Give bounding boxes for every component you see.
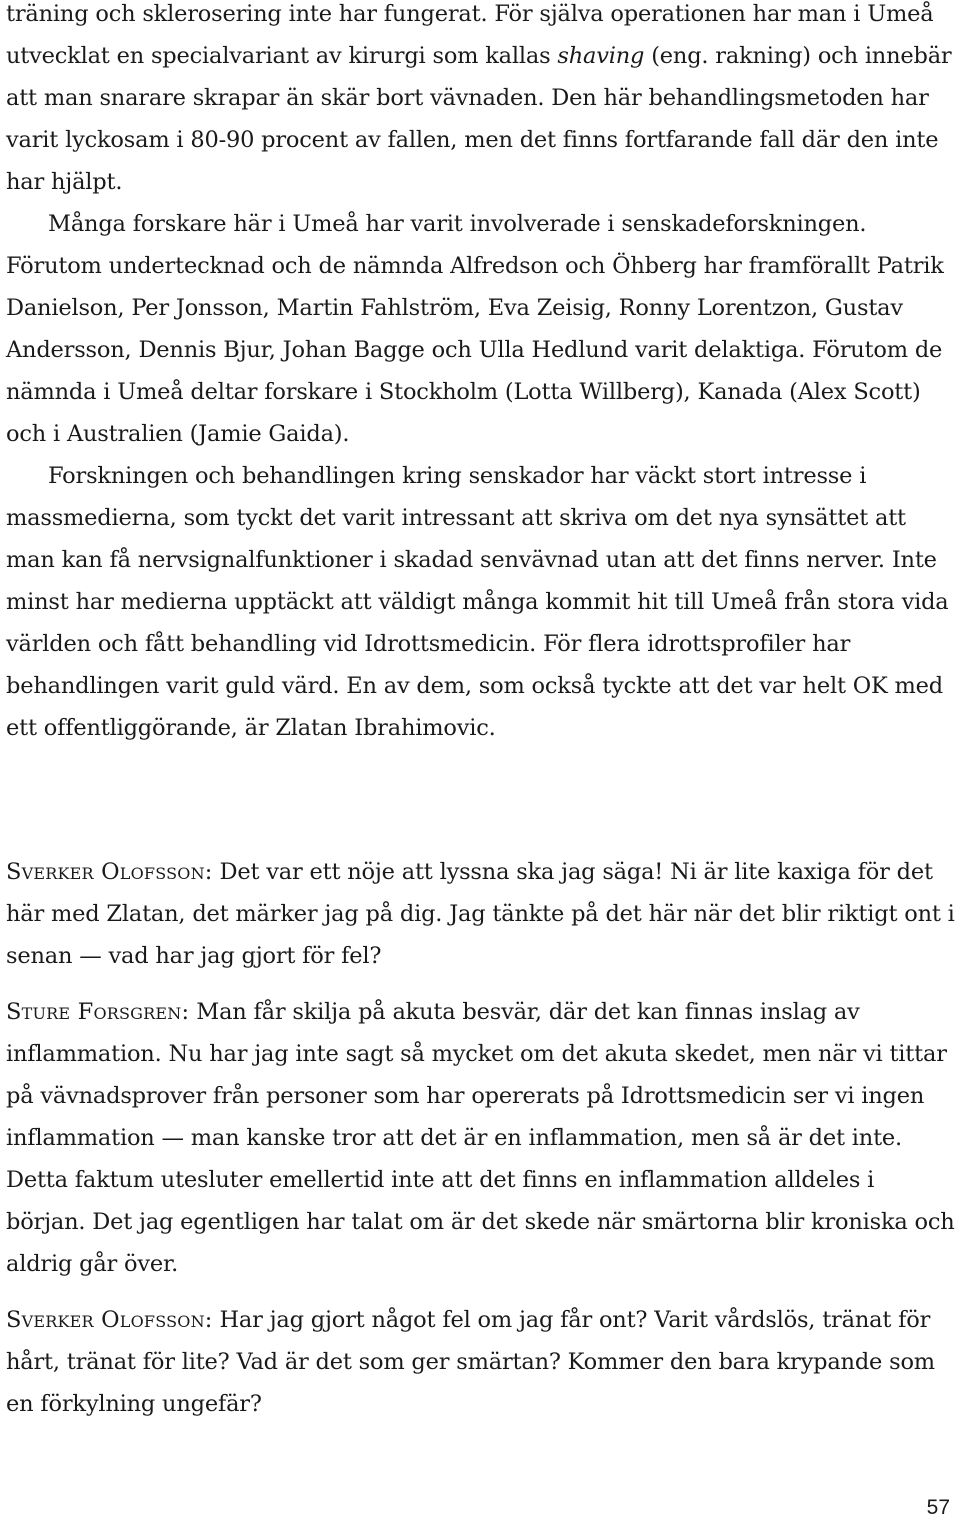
paragraph-1-text-b: (eng. rakning) och innebär att man snarare skrapar än skär bort vävnaden. Den här behandlingsmetoden har varit lyckosam i 80-90 procent av fallen, men det finns fortfarande fall där den inte har hjälpt. [6, 43, 952, 195]
document-page [6, 0, 956, 1526]
paragraph-1-text-a: träning och sklerosering inte har fungerat. För själva operationen har man i Umeå utvecklat en specialvariant av kirurgi som kallas [6, 1, 934, 69]
speaker-name: Sverker Olofsson: [6, 1307, 213, 1333]
speaker-name: Sture Forsgren: [6, 999, 190, 1025]
paragraph-2: Många forskare här i Umeå har varit involverade i senskadeforskningen. Förutom undertecknad och de nämnda Alfredson och Öhberg har framförallt Patrik Danielson, Per Jonsson, Martin Fahlström, Eva Zeisig, Ronny Lorentzon, Gustav Andersson, Dennis Bjur, Johan Bagge och Ulla Hedlund varit delaktiga. Förutom de nämnda i Umeå deltar forskare i Stockholm (Lotta Willberg), Kanada (Alex Scott) och i Australien (Jamie Gaida). [6, 211, 944, 447]
body-text [6, 0, 956, 749]
speech-text: Har jag gjort något fel om jag får ont? Varit vårdslös, tränat för hårt, tränat för lite? Vad är det som ger smärtan? Kommer den bara krypande som en förkylning ungefär? [6, 1307, 935, 1417]
page-number: 57 [926, 1496, 950, 1519]
paragraph-1 [6, 0, 956, 203]
speech-text: Det var ett nöje att lyssna ska jag säga! Ni är lite kaxiga för det här med Zlatan, det märker jag på dig. Jag tänkte på det här när det blir riktigt ont i senan — vad har jag gjort för fel? [6, 859, 955, 969]
dialogue-turn-1 [6, 851, 956, 977]
paragraph-3: Forskningen och behandlingen kring senskador har väckt stort intresse i massmedierna, som tyckt det varit intressant att skriva om det nya synsättet att man kan få nervsignalfunktioner i skadad senvävnad utan att det finns nerver. Inte minst har medierna upptäckt att väldigt många kommit hit till Umeå från stora vida världen och fått behandling vid Idrottsmedicin. För flera idrottsprofiler har behandlingen varit guld värd. En av dem, som också tyckte att det var helt OK med ett offentliggörande, är Zlatan Ibrahimovic. [6, 463, 949, 741]
dialogue-turn-2 [6, 991, 956, 1285]
paragraph-1-emphasis: shaving [557, 43, 645, 69]
speaker-name: Sverker Olofsson: [6, 859, 213, 885]
speech-text: Man får skilja på akuta besvär, där det kan finnas inslag av inflammation. Nu har jag inte sagt så mycket om det akuta skedet, men när vi tittar på vävnadsprover från personer som har opererats på Idrottsmedicin ser vi ingen inflammation — man kanske tror att det är en inflammation, men så är det inte. Detta faktum utesluter emellertid inte att det finns en inflammation alldeles i början. Det jag egentligen har talat om är det skede när smärtorna blir kroniska och aldrig går över. [6, 999, 955, 1277]
dialogue [6, 851, 956, 1439]
dialogue-turn-3 [6, 1299, 956, 1425]
